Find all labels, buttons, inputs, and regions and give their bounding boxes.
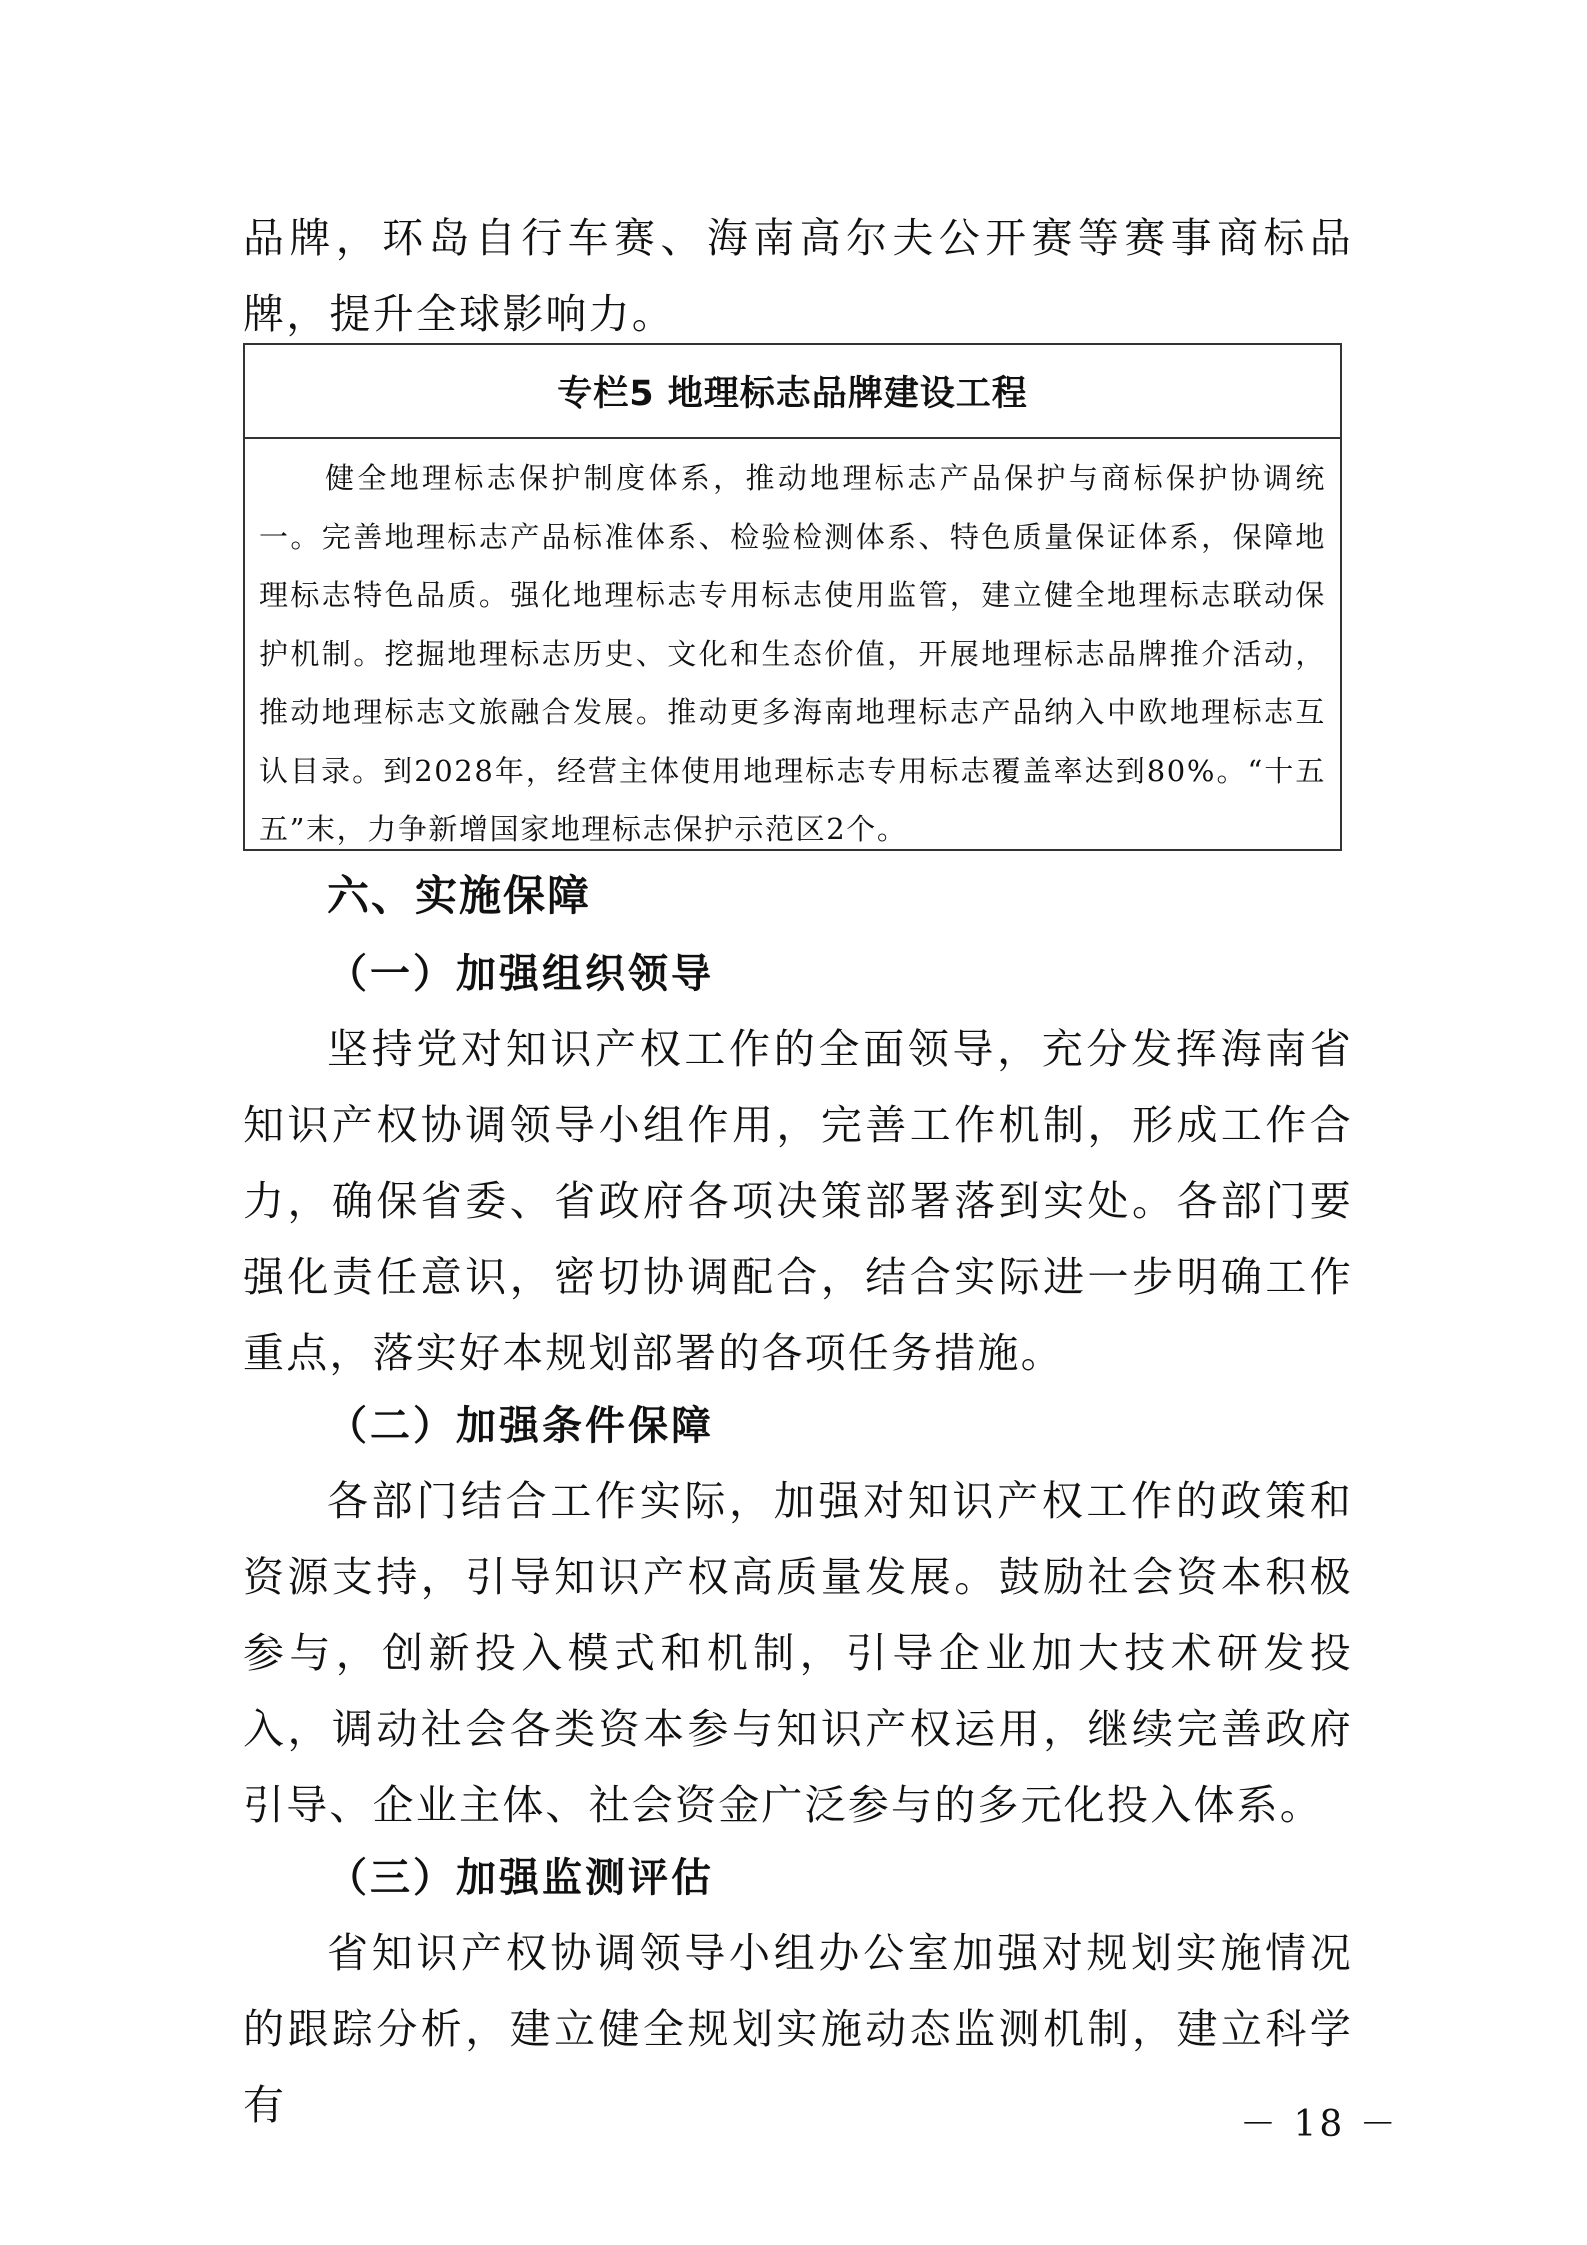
subsection-heading-1: （一）加强组织领导 xyxy=(327,951,714,997)
section-heading: 六、实施保障 xyxy=(327,871,592,920)
subsection-body-3: 省知识产权协调领导小组办公室加强对规划实施情况的跟踪分析，建立健全规划实施动态监测机制，建立科学有 xyxy=(243,1929,1353,2129)
subsection-body-2: 各部门结合工作实际，加强对知识产权工作的政策和资源支持，引导知识产权高质量发展。鼓励社会资本积极参与，创新投入模式和机制，引导企业加大技术研发投入，调动社会各类资本参与知识产权运用，继续完善政府引导、企业主体、社会资金广泛参与的多元化投入体系。 xyxy=(243,1477,1353,1829)
column-box xyxy=(243,343,1342,851)
column-box-body: 健全地理标志保护制度体系，推动地理标志产品保护与商标保护协调统一。完善地理标志产品标准体系、检验检测体系、特色质量保证体系，保障地理标志特色品质。强化地理标志专用标志使用监管，建立健全地理标志联动保护机制。挖掘地理标志历史、文化和生态价值，开展地理标志品牌推介活动，推动地理标志文旅融合发展。推动更多海南地理标志产品纳入中欧地理标志互认目录。到2028年，经营主体使用地理标志专用标志覆盖率达到80%。“十五五”末，力争新增国家地理标志保护示范区2个。 xyxy=(259,461,1326,846)
intro-paragraph: 品牌，环岛自行车赛、海南高尔夫公开赛等赛事商标品牌，提升全球影响力。 xyxy=(243,214,1353,338)
page-number: － 18 － xyxy=(1240,2104,1399,2145)
subsection-heading-3: （三）加强监测评估 xyxy=(327,1855,714,1901)
subsection-heading-2: （二）加强条件保障 xyxy=(327,1403,714,1449)
subsection-body-1: 坚持党对知识产权工作的全面领导，充分发挥海南省知识产权协调领导小组作用，完善工作机制，形成工作合力，确保省委、省政府各项决策部署落到实处。各部门要强化责任意识，密切协调配合，结合实际进一步明确工作重点，落实好本规划部署的各项任务措施。 xyxy=(243,1025,1353,1377)
column-box-title: 专栏5 地理标志品牌建设工程 xyxy=(245,345,1340,439)
